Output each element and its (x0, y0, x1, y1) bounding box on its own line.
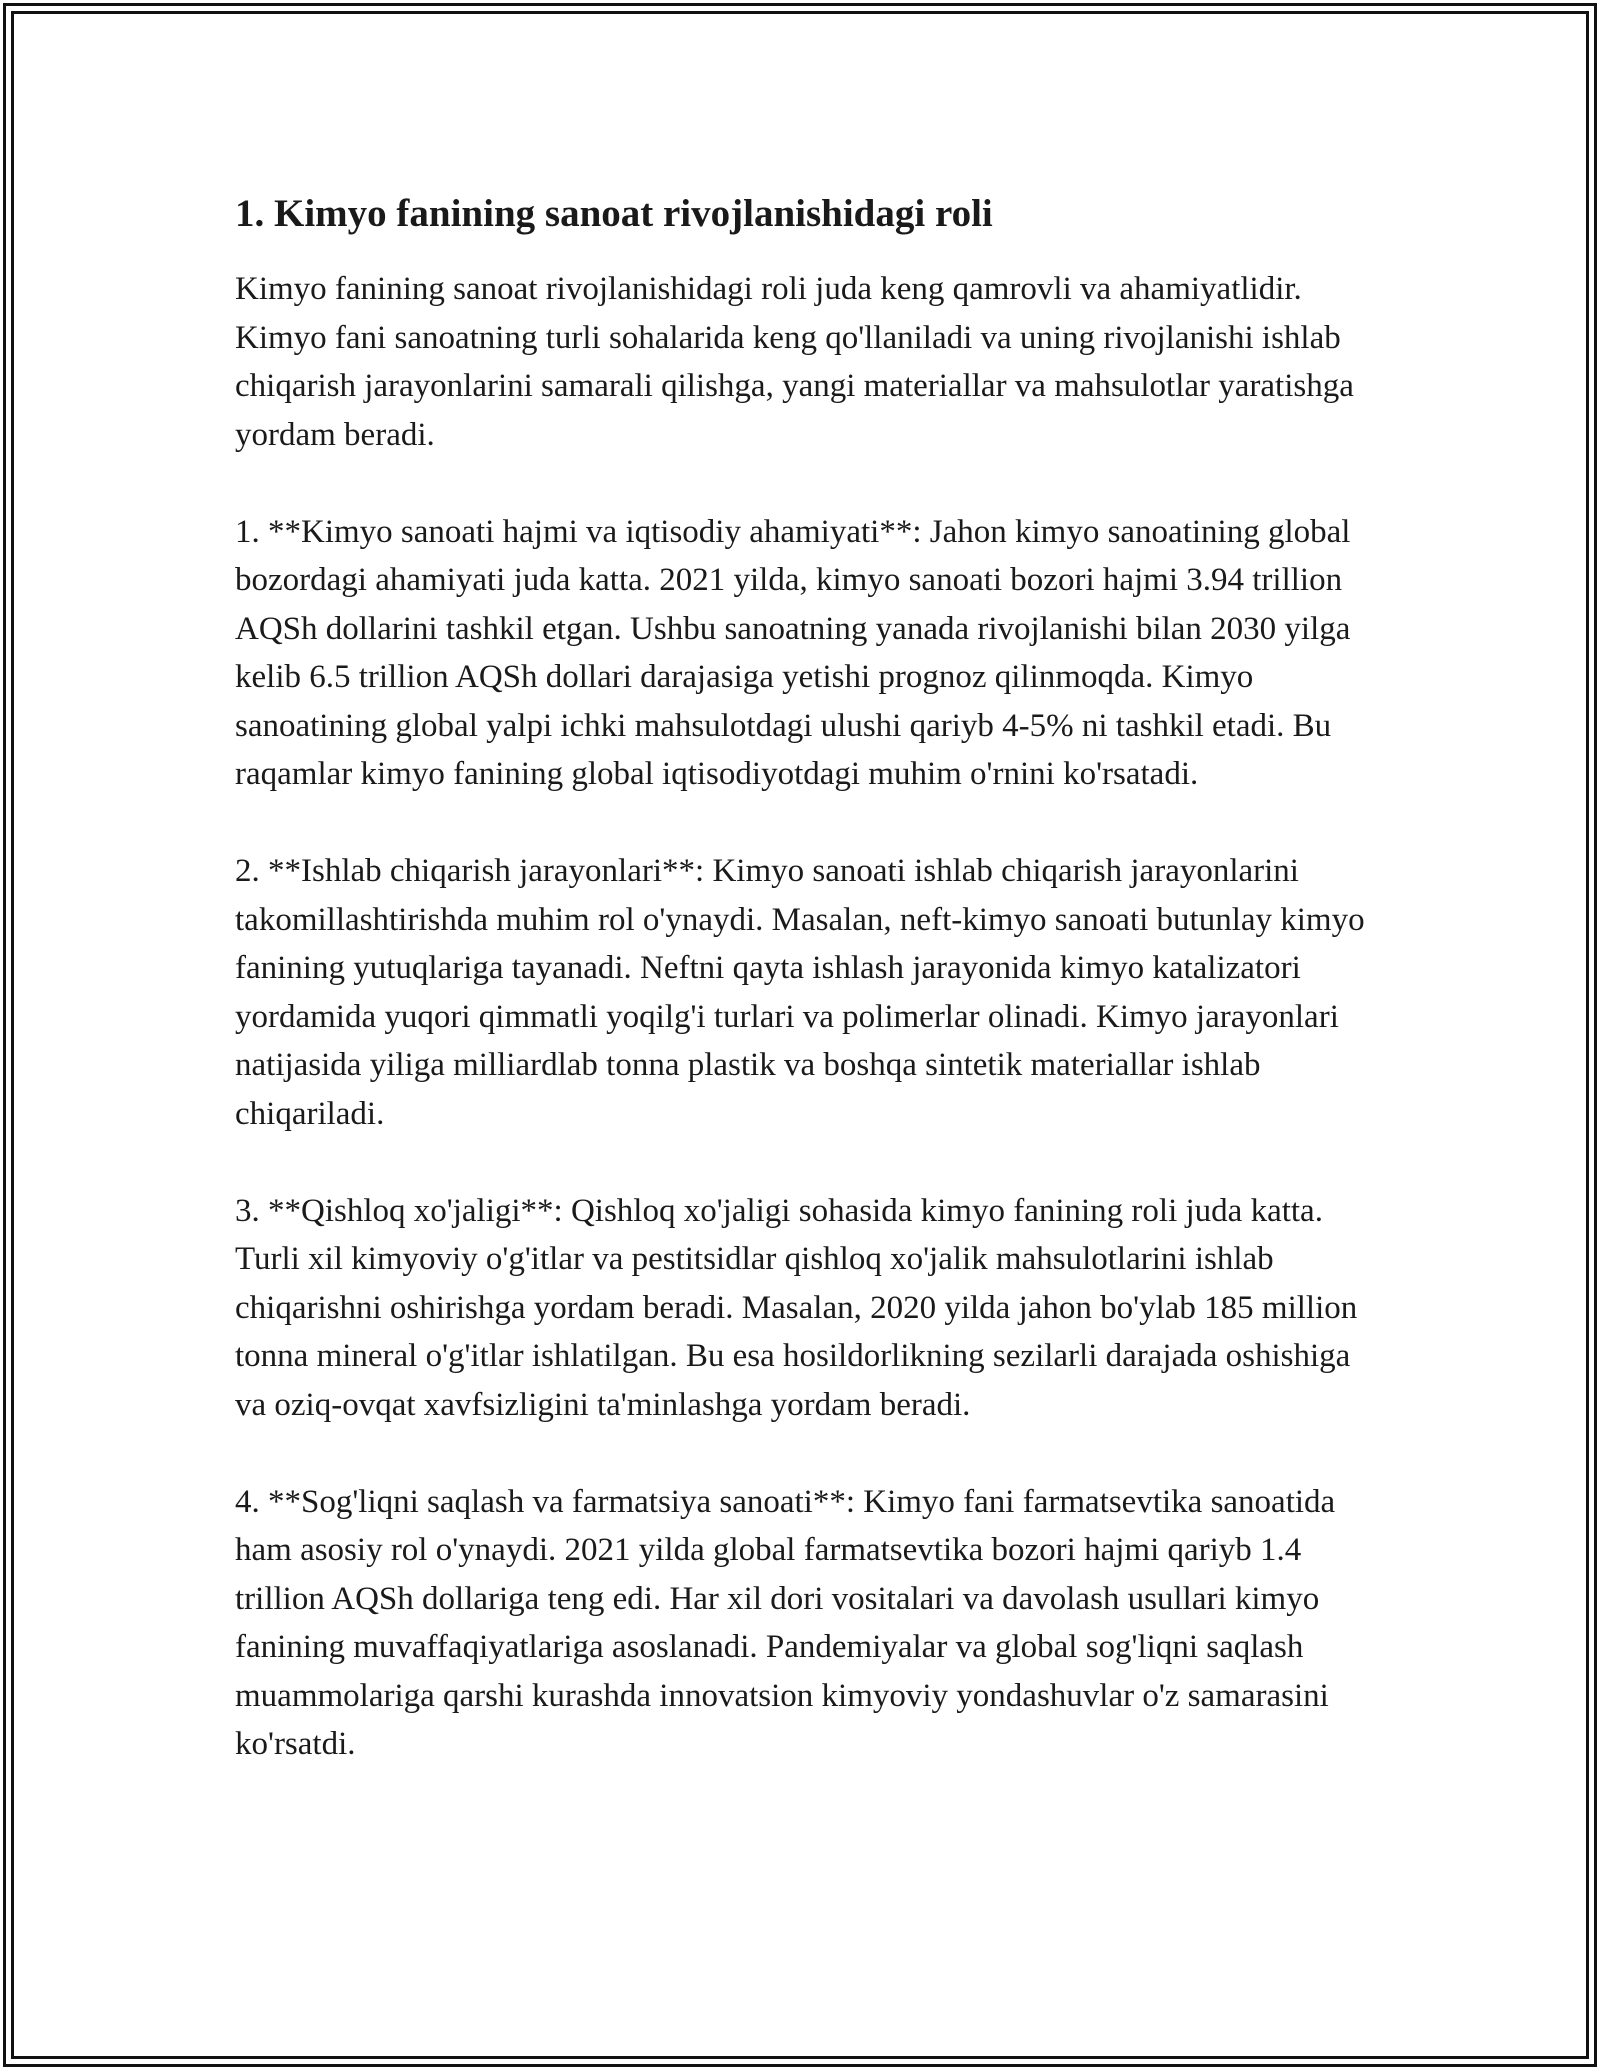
document-body (235, 185, 1385, 1769)
document-title: 1. Kimyo fanining sanoat rivojlanishidagi roli (235, 192, 993, 235)
section-paragraph-4: 4. **Sog'liqni saqlash va farmatsiya sanoati**: Kimyo fani farmatsevtika sanoatida ham asosiy rol o'ynaydi. 2021 yilda global farmatsevtika bozori hajmi qariyb 1.4 trillion AQSh dollariga teng edi. Har xil dori vositalari va davolash usullari kimyo fanining muvaffaqiyatlariga asoslanadi. Pandemiyalar va global sog'liqni saqlash muammolariga qarshi kurashda innovatsion kimyoviy yondashuvlar o'z samarasini ko'rsatdi. (235, 1483, 1336, 1762)
intro-paragraph: Kimyo fanining sanoat rivojlanishidagi roli juda keng qamrovli va ahamiyatlidir. Kimyo fani sanoatning turli sohalarida keng qo'llaniladi va uning rivojlanishi ishlab chiqarish jarayonlarini samarali qilishga, yangi materiallar va mahsulotlar yaratishga yordam beradi. (235, 271, 1354, 453)
section-paragraph-2: 2. **Ishlab chiqarish jarayonlari**: Kimyo sanoati ishlab chiqarish jarayonlarini takomillashtirishda muhim rol o'ynaydi. Masalan, neft-kimyo sanoati butunlay kimyo fanining yutuqlariga tayanadi. Neftni qayta ishlash jarayonida kimyo katalizatori yordamida yuqori qimmatli yoqilg'i turlari va polimerlar olinadi. Kimyo jarayonlari natijasida yiliga milliardlab tonna plastik va boshqa sintetik materiallar ishlab chiqariladi. (235, 853, 1365, 1132)
section-paragraph-1: 1. **Kimyo sanoati hajmi va iqtisodiy ahamiyati**: Jahon kimyo sanoatining global bozordagi ahamiyati juda katta. 2021 yilda, kimyo sanoati bozori hajmi 3.94 trillion AQSh dollarini tashkil etgan. Ushbu sanoatning yanada rivojlanishi bilan 2030 yilga kelib 6.5 trillion AQSh dollari darajasiga yetishi prognoz qilinmoqda. Kimyo sanoatining global yalpi ichki mahsulotdagi ulushi qariyb 4-5% ni tashkil etadi. Bu raqamlar kimyo fanining global iqtisodiyotdagi muhim o'rnini ko'rsatadi. (235, 513, 1351, 792)
section-paragraph-3: 3. **Qishloq xo'jaligi**: Qishloq xo'jaligi sohasida kimyo fanining roli juda katta. Turli xil kimyoviy o'g'itlar va pestitsidlar qishloq xo'jalik mahsulotlarini ishlab chiqarishni oshirishga yordam beradi. Masalan, 2020 yilda jahon bo'ylab 185 million tonna mineral o'g'itlar ishlatilgan. Bu esa hosildorlikning sezilarli darajada oshishiga va oziq-ovqat xavfsizligini ta'minlashga yordam beradi. (235, 1192, 1358, 1423)
